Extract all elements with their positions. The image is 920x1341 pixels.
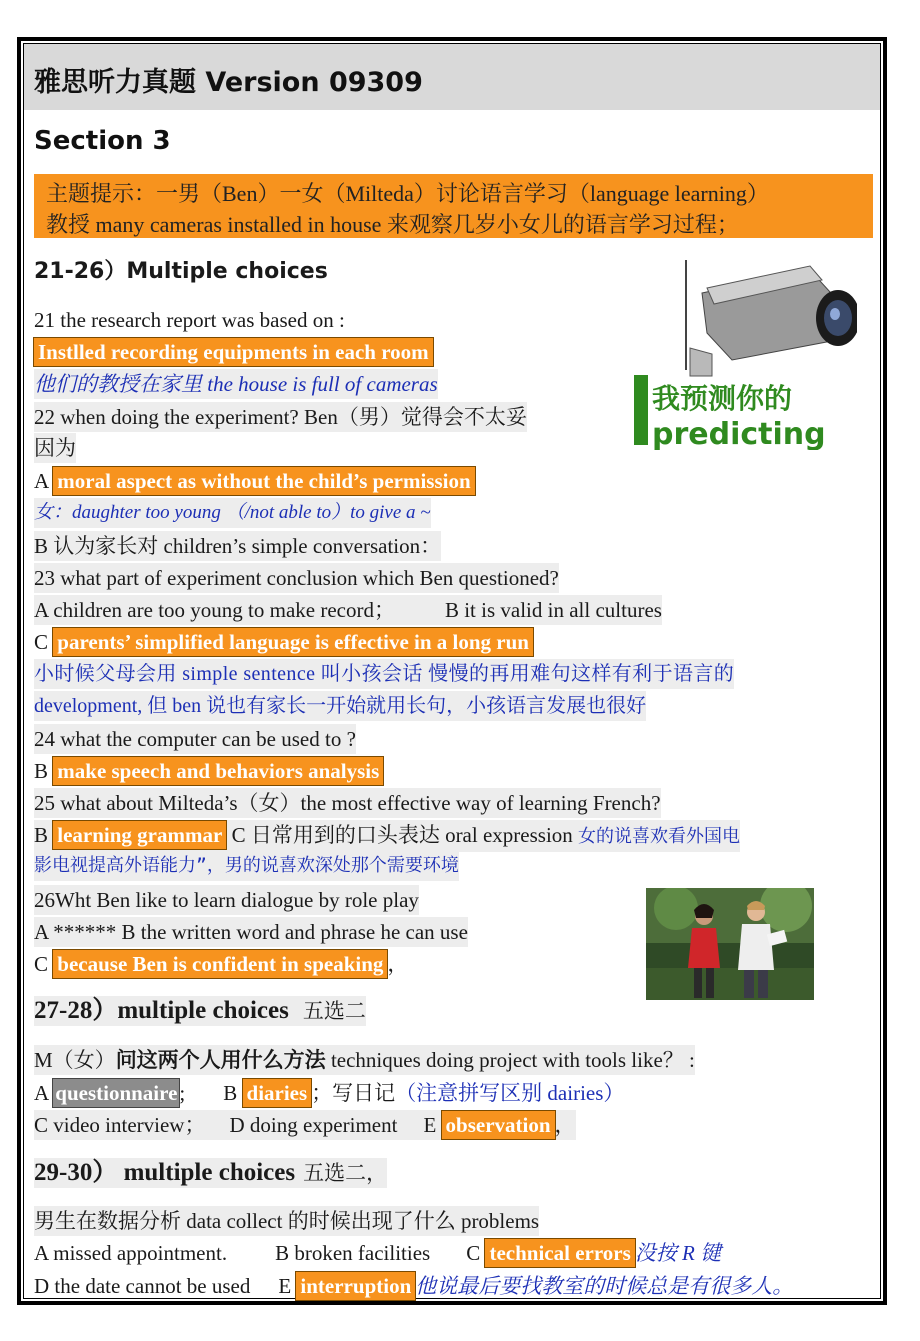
q23-note-2: development, 但 ben 说也有家长一开始就用长句，小孩语言发展也很好 [34, 691, 646, 721]
topic-line-1: 主题提示：一男（Ben）一女（Milteda）讨论语言学习（language learning） [46, 181, 769, 206]
q26-b: B the written word and phrase he can use [121, 920, 468, 944]
q22-question-cont: 因为 [34, 433, 76, 463]
part3-de-row: D the date cannot be used E interruption 他说最后要找教室的时候总是有很多人。 [34, 1274, 794, 1298]
q25-note-a: 女的说喜欢看外国电 [578, 826, 741, 847]
part3-abc-row: A missed appointment. B broken facilities C technical errors 没按 R 键 [34, 1241, 722, 1265]
q26-a: A ****** [34, 920, 122, 944]
part3-e-note: 他说最后要找教室的时候总是有很多人。 [415, 1274, 794, 1298]
q21-answer-row [34, 337, 433, 367]
q22-question: 22 when doing the experiment? Ben（男）觉得会不太妥 [34, 402, 527, 432]
part3-heading-row: 29-30） multiple choices 五选二， [34, 1159, 388, 1186]
q22-note: 女：daughter too young （/not able to）to give a ~ [34, 498, 431, 528]
part2-cde-row: C video interview； D doing experiment E observation ， [34, 1110, 576, 1140]
q24-question: 24 what the computer can be used to ? [34, 724, 356, 754]
camera-logo-illustration [632, 258, 857, 450]
q24-answer: make speech and behaviors analysis [53, 757, 383, 785]
section-heading: Section 3 [34, 126, 171, 156]
q25-note-b: 影电视提高外语能力”，男的说喜欢深处那个需要环境 [34, 851, 459, 881]
part3-c-note: 没按 R 键 [634, 1241, 722, 1265]
conversation-photo [646, 888, 814, 1000]
q23-question: 23 what part of experiment conclusion which Ben questioned? [34, 563, 559, 593]
logo-chinese-text: 我预测你的 [652, 382, 793, 415]
q21-note: 他们的教授在家里 the house is full of cameras [34, 369, 438, 399]
q27-option-a-answer: questionnaire [55, 1081, 178, 1105]
logo-english-text: predicting [652, 417, 826, 450]
q26-answer: because Ben is confident in speaking [53, 950, 387, 978]
part2-heading: 27-28）multiple choices [34, 997, 289, 1024]
q26-ab-row [34, 917, 468, 947]
part2-heading-row: 27-28）multiple choices 五选二 [34, 997, 366, 1024]
q24-b-row: B make speech and behaviors analysis [34, 756, 383, 786]
q29-option-e-answer: interruption [296, 1272, 415, 1300]
q25-question: 25 what about Milteda’s（女）the most effective way of learning French? [34, 788, 661, 818]
part3-heading: 29-30） multiple choices [34, 1159, 296, 1186]
q29-option-c-answer: technical errors [485, 1239, 634, 1267]
q23-note-1: 小时候父母会用 simple sentence 叫小孩会话 慢慢的再用难句这样有利于语言的 [34, 659, 734, 689]
q23-c-row: C parents’ simplified language is effective in a long run [34, 627, 533, 657]
q22-a-row: A moral aspect as without the child’s permission [34, 466, 475, 496]
part2-ab-row: A questionnaire; B diaries ；写日记（注意拼写区别 dairies） [34, 1081, 625, 1105]
page-title: 雅思听力真题 Version 09309 [34, 67, 423, 98]
q26-c-row: C because Ben is confident in speaking ， [34, 952, 409, 976]
q23-answer: parents’ simplified language is effective in a long run [53, 628, 533, 656]
part3-question: 男生在数据分析 data collect 的时候出现了什么 problems [34, 1206, 539, 1236]
part1-heading: 21-26）Multiple choices [34, 259, 328, 284]
q25-bc-row: B learning grammar C 日常用到的口头表达 oral expression 女的说喜欢看外国电 [34, 820, 740, 852]
topic-box [34, 174, 873, 238]
q27-option-e-answer: observation [442, 1111, 555, 1139]
q25-answer: learning grammar [53, 821, 226, 849]
q23-b: B it is valid in all cultures [444, 598, 662, 622]
q27-option-b-answer: diaries [243, 1079, 312, 1107]
q21-answer: Instlled recording equipments in each room [34, 338, 433, 366]
topic-line-2: 教授 many cameras installed in house 来观察几岁小女儿的语言学习过程； [46, 212, 739, 237]
q22-answer: moral aspect as without the child’s permission [53, 467, 474, 495]
q26-question: 26Wht Ben like to learn dialogue by role play [34, 885, 419, 915]
part2-question: M（女）问这两个人用什么方法 techniques doing project with tools like？ : [34, 1045, 695, 1075]
q23-a: A children are too young to make record； [34, 598, 395, 622]
q21-question: 21 the research report was based on : [34, 308, 345, 332]
q23-ab-row [34, 595, 662, 625]
q22-b: B 认为家长对 children’s simple conversation： [34, 531, 441, 561]
part2-b-note: （注意拼写区别 dairies） [395, 1081, 625, 1105]
